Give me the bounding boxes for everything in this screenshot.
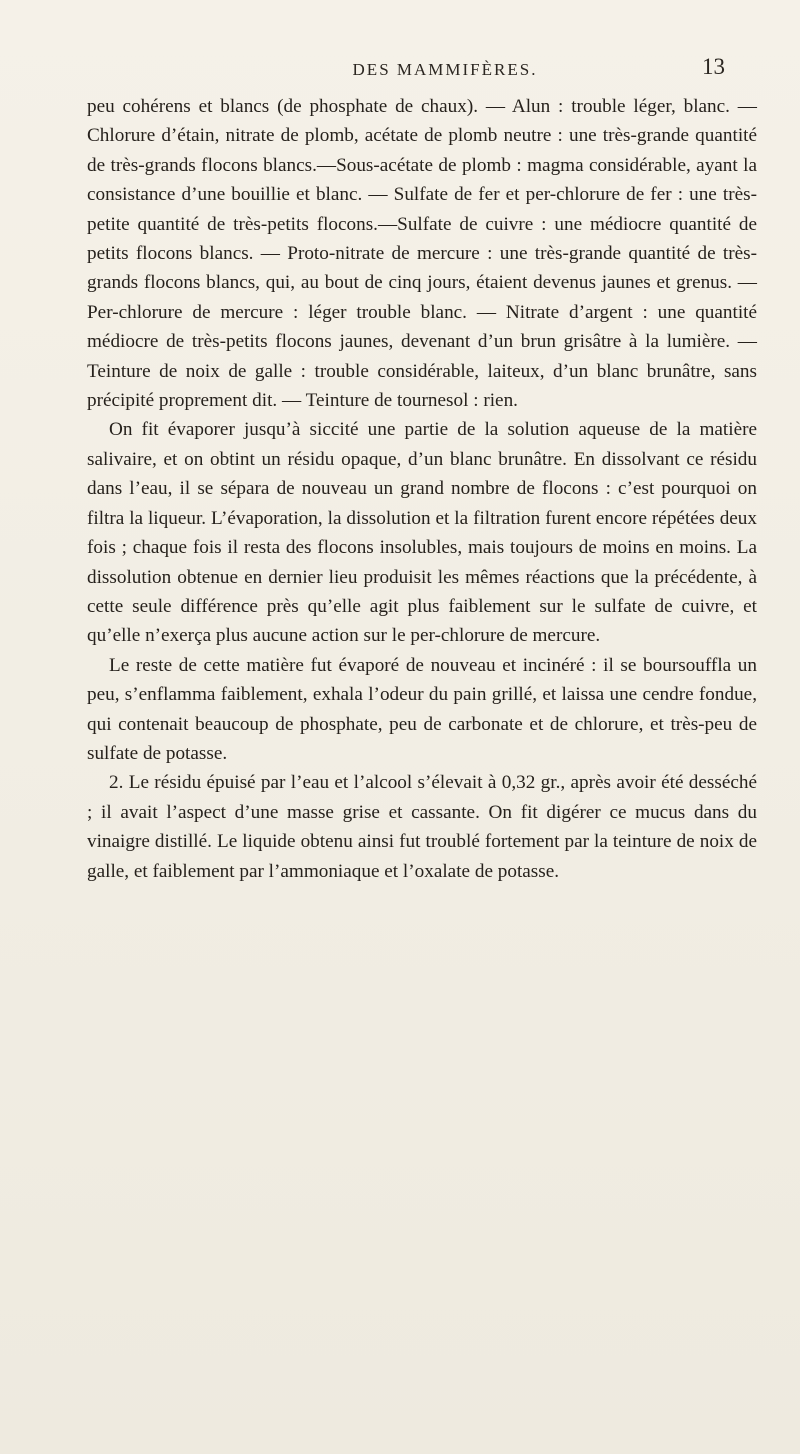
paragraph-reagents: peu cohérens et blancs (de phosphate de chaux). — Alun : trouble léger, blanc. — Chlorure d’étain, nitrate de plomb, acétate de plomb neutre : une très-grande quantité de très-grands flocons blancs.—Sous-acétate de plomb : magma considérable, ayant la consistance d’une bouillie et blanc. — Sulfate de fer et per-chlorure de fer : une très-petite quantité de très-petits flocons.—Sulfate de cuivre : une médiocre quantité de petits flocons blancs. — Proto-nitrate de mercure : une très-grande quantité de très-grands flocons blancs, qui, au bout de cinq jours, étaient devenus jaunes et grenus. — Per-chlorure de mercure : léger trouble blanc. — Nitrate d’argent : une quantité médiocre de très-petits flocons jaunes, devenant d’un brun grisâtre à la lumière. — Teinture de noix de galle : trouble considérable, laiteux, d’un blanc brunâtre, sans précipité proprement dit. — Teinture de tournesol : rien.: [87, 96, 757, 412]
body-text: [87, 92, 757, 886]
paragraph-incineration: Le reste de cette matière fut évaporé de nouveau et incinéré : il se boursouffla un peu, s’enflamma faiblement, exhala l’odeur du pain grillé, et laissa une cendre fondue, qui contenait beaucoup de phosphate, peu de carbonate et de chlorure, et très-peu de sulfate de potasse.: [87, 654, 757, 764]
page-number: 13: [702, 54, 725, 79]
running-title: DES MAMMIFÈRES.: [352, 60, 538, 79]
paragraph-residue: 2. Le résidu épuisé par l’eau et l’alcool s’élevait à 0,32 gr., après avoir été desséché ; il avait l’aspect d’une masse grise et cassante. On fit digérer ce mucus dans du vinaigre distillé. Le liquide obtenu ainsi fut troublé fortement par la teinture de noix de galle, et faiblement par l’ammoniaque et l’oxalate de potasse.: [87, 772, 757, 882]
paragraph-evaporation: On fit évaporer jusqu’à siccité une partie de la solution aqueuse de la matière salivaire, et on obtint un résidu opaque, d’un blanc brunâtre. En dissolvant ce résidu dans l’eau, il se sépara de nouveau un grand nombre de flocons : c’est pourquoi on filtra la liqueur. L’évaporation, la dissolution et la filtration furent encore répétées deux fois ; chaque fois il resta des flocons insolubles, mais toujours de moins en moins. La dissolution obtenue en dernier lieu produisit les mêmes réactions que la précédente, à cette seule différence près qu’elle agit plus faiblement sur le sulfate de cuivre, et qu’elle n’exerça plus aucune action sur le per-chlorure de mercure.: [87, 419, 757, 647]
